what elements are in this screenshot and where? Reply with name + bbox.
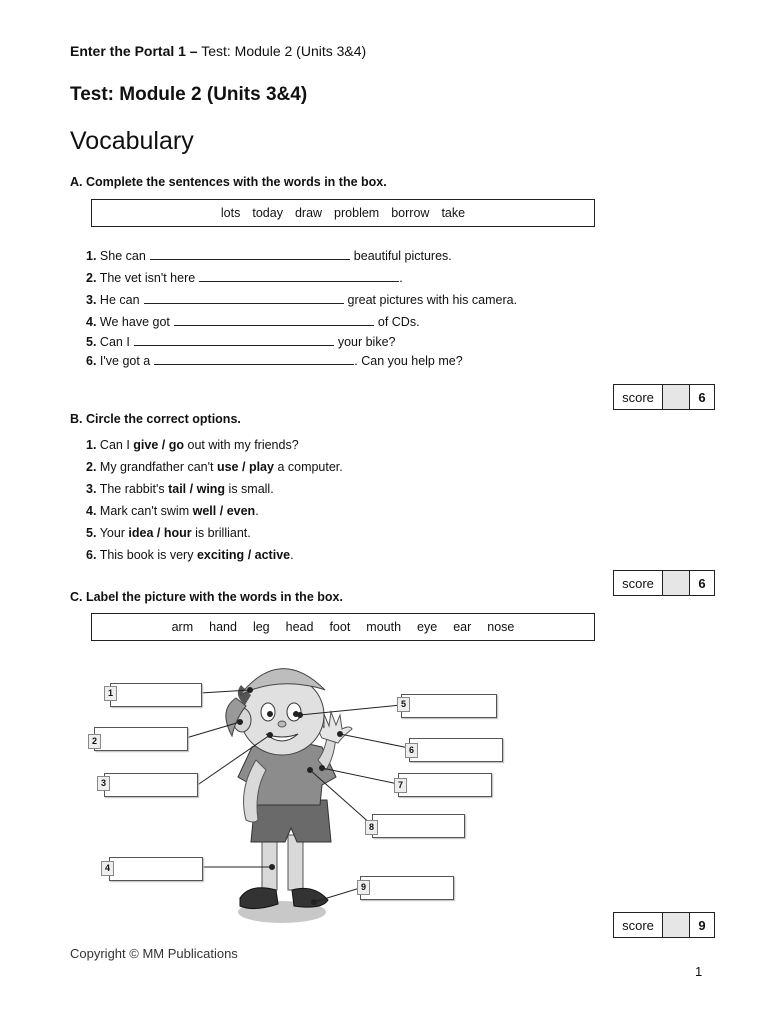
part-a-item-2: 2. The vet isn't here . [86,271,403,285]
section-heading: Vocabulary [70,127,194,155]
label-box-5[interactable] [401,694,497,718]
label-number: 5 [397,697,410,712]
word-box-item: mouth [366,620,402,634]
option-2[interactable]: active [254,548,291,562]
option-1[interactable]: give [133,438,159,452]
word-box-item: hand [209,620,237,634]
running-header [70,43,366,59]
score-label: score [614,571,663,595]
label-number: 4 [101,861,114,876]
label-box-3[interactable] [104,773,198,797]
word-box-item: foot [329,620,351,634]
option-2[interactable]: go [168,438,185,452]
word-box-item: draw [294,206,323,220]
part-a-item-6: 6. I've got a . Can you help me? [86,354,463,368]
score-max: 6 [698,389,706,405]
word-box-item: lots [220,206,241,220]
answer-blank[interactable] [150,247,350,260]
part-a-list [86,245,517,371]
label-box-8[interactable] [372,814,465,838]
part-a-item-5: 5. Can I your bike? [86,335,396,349]
copyright-footer: Copyright © MM Publications [70,946,238,961]
part-a-instruction: A. Complete the sentences with the words in the box. [70,175,387,189]
answer-blank[interactable] [174,313,374,326]
label-box-1[interactable] [110,683,202,707]
part-b-item-2: 2. My grandfather can't use / play a computer. [86,460,343,474]
part-b-item-6: 6. This book is very exciting / active. [86,548,294,562]
page-number: 1 [695,964,703,979]
word-box-item: eye [417,620,438,634]
part-b-item-4: 4. Mark can't swim well / even. [86,504,259,518]
header-subtitle: Test: Module 2 (Units 3&4) [197,43,367,59]
part-b-list [86,434,343,566]
option-2[interactable]: hour [163,526,192,540]
label-number: 8 [365,820,378,835]
label-box-7[interactable] [398,773,492,797]
label-box-4[interactable] [109,857,203,881]
score-input[interactable] [663,913,690,937]
word-box-item: ear [453,620,472,634]
word-box-item: today [252,206,283,220]
part-c-score-box [613,912,715,938]
part-c-instruction: C. Label the picture with the words in the box. [70,590,343,604]
word-box-item: nose [487,620,515,634]
label-number: 9 [357,880,370,895]
score-input[interactable] [663,385,690,409]
score-label: score [614,385,663,409]
part-b-instruction: B. Circle the correct options. [70,412,241,426]
answer-blank[interactable] [144,291,344,304]
part-b-item-1: 1. Can I give / go out with my friends? [86,438,299,452]
word-box-item: problem [334,206,380,220]
label-box-6[interactable] [409,738,503,762]
label-number: 2 [88,734,101,749]
option-1[interactable]: tail [168,482,187,496]
word-box-item: arm [171,620,194,634]
score-max: 6 [698,575,706,591]
option-2[interactable]: play [248,460,274,474]
word-box-item: head [285,620,314,634]
option-1[interactable]: well [192,504,217,518]
part-a-word-box [91,199,595,227]
option-2[interactable]: even [226,504,256,518]
score-max: 9 [698,917,706,933]
label-box-9[interactable] [360,876,454,900]
option-1[interactable]: use [216,460,239,474]
label-number: 7 [394,778,407,793]
option-1[interactable]: exciting [196,548,245,562]
word-box-item: leg [252,620,270,634]
word-box-item: take [441,206,466,220]
part-a-item-4: 4. We have got of CDs. [86,315,420,329]
word-box-item: borrow [391,206,430,220]
label-box-2[interactable] [94,727,188,751]
answer-blank[interactable] [134,333,334,346]
answer-blank[interactable] [154,352,354,365]
part-a-item-1: 1. She can beautiful pictures. [86,249,452,263]
label-number: 3 [97,776,110,791]
label-number: 6 [405,743,418,758]
part-a-score-box [613,384,715,410]
part-b-score-box [613,570,715,596]
page-title: Test: Module 2 (Units 3&4) [70,84,308,105]
score-label: score [614,913,663,937]
option-1[interactable]: idea [128,526,154,540]
part-b-item-5: 5. Your idea / hour is brilliant. [86,526,251,540]
brand-name: Enter the Portal 1 – [70,43,198,59]
label-number: 1 [104,686,117,701]
option-2[interactable]: wing [196,482,226,496]
part-c-word-box [91,613,595,641]
part-b-item-3: 3. The rabbit's tail / wing is small. [86,482,274,496]
answer-blank[interactable] [199,269,399,282]
part-a-item-3: 3. He can great pictures with his camera. [86,293,518,307]
score-input[interactable] [663,571,690,595]
